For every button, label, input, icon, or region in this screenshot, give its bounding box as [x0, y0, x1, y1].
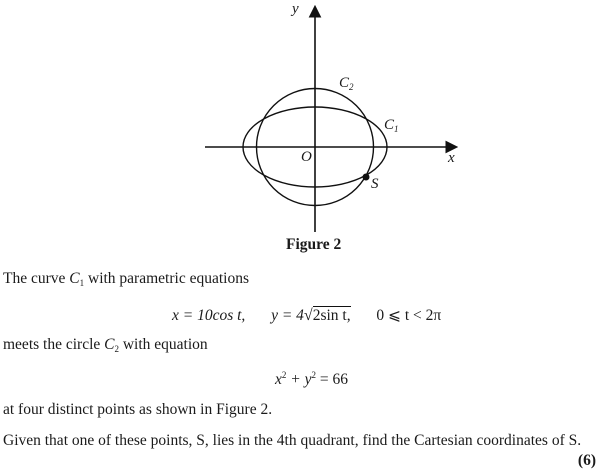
x-axis-label: x — [448, 150, 455, 166]
figure-caption: Figure 2 — [286, 236, 342, 253]
question-line-2: meets the circle $C_2$ with equation — [3, 336, 208, 354]
parametric-equations: x = 10cos t, y = 4√2sin t, 0 ⩽ t < 2π — [172, 307, 442, 324]
point-s-marker — [363, 174, 370, 181]
origin-label: O — [301, 149, 312, 165]
circle-equation: $x^2 + y^2 = 66$ — [275, 370, 348, 388]
question-line-4: Given that one of these points, S, lies in the 4th quadrant, find the Cartesian coordinates of S. — [3, 432, 582, 449]
c1-label: $C_1$ — [384, 117, 399, 134]
question-line-3: at four distinct points as shown in Figure 2. — [3, 401, 273, 418]
point-s-label: S — [371, 176, 379, 192]
question-line-1: The curve $C_1$ with parametric equations — [3, 270, 249, 288]
c2-label: $C_2$ — [339, 75, 354, 92]
marks: (6) — [577, 452, 596, 469]
y-axis-label: y — [292, 1, 299, 17]
